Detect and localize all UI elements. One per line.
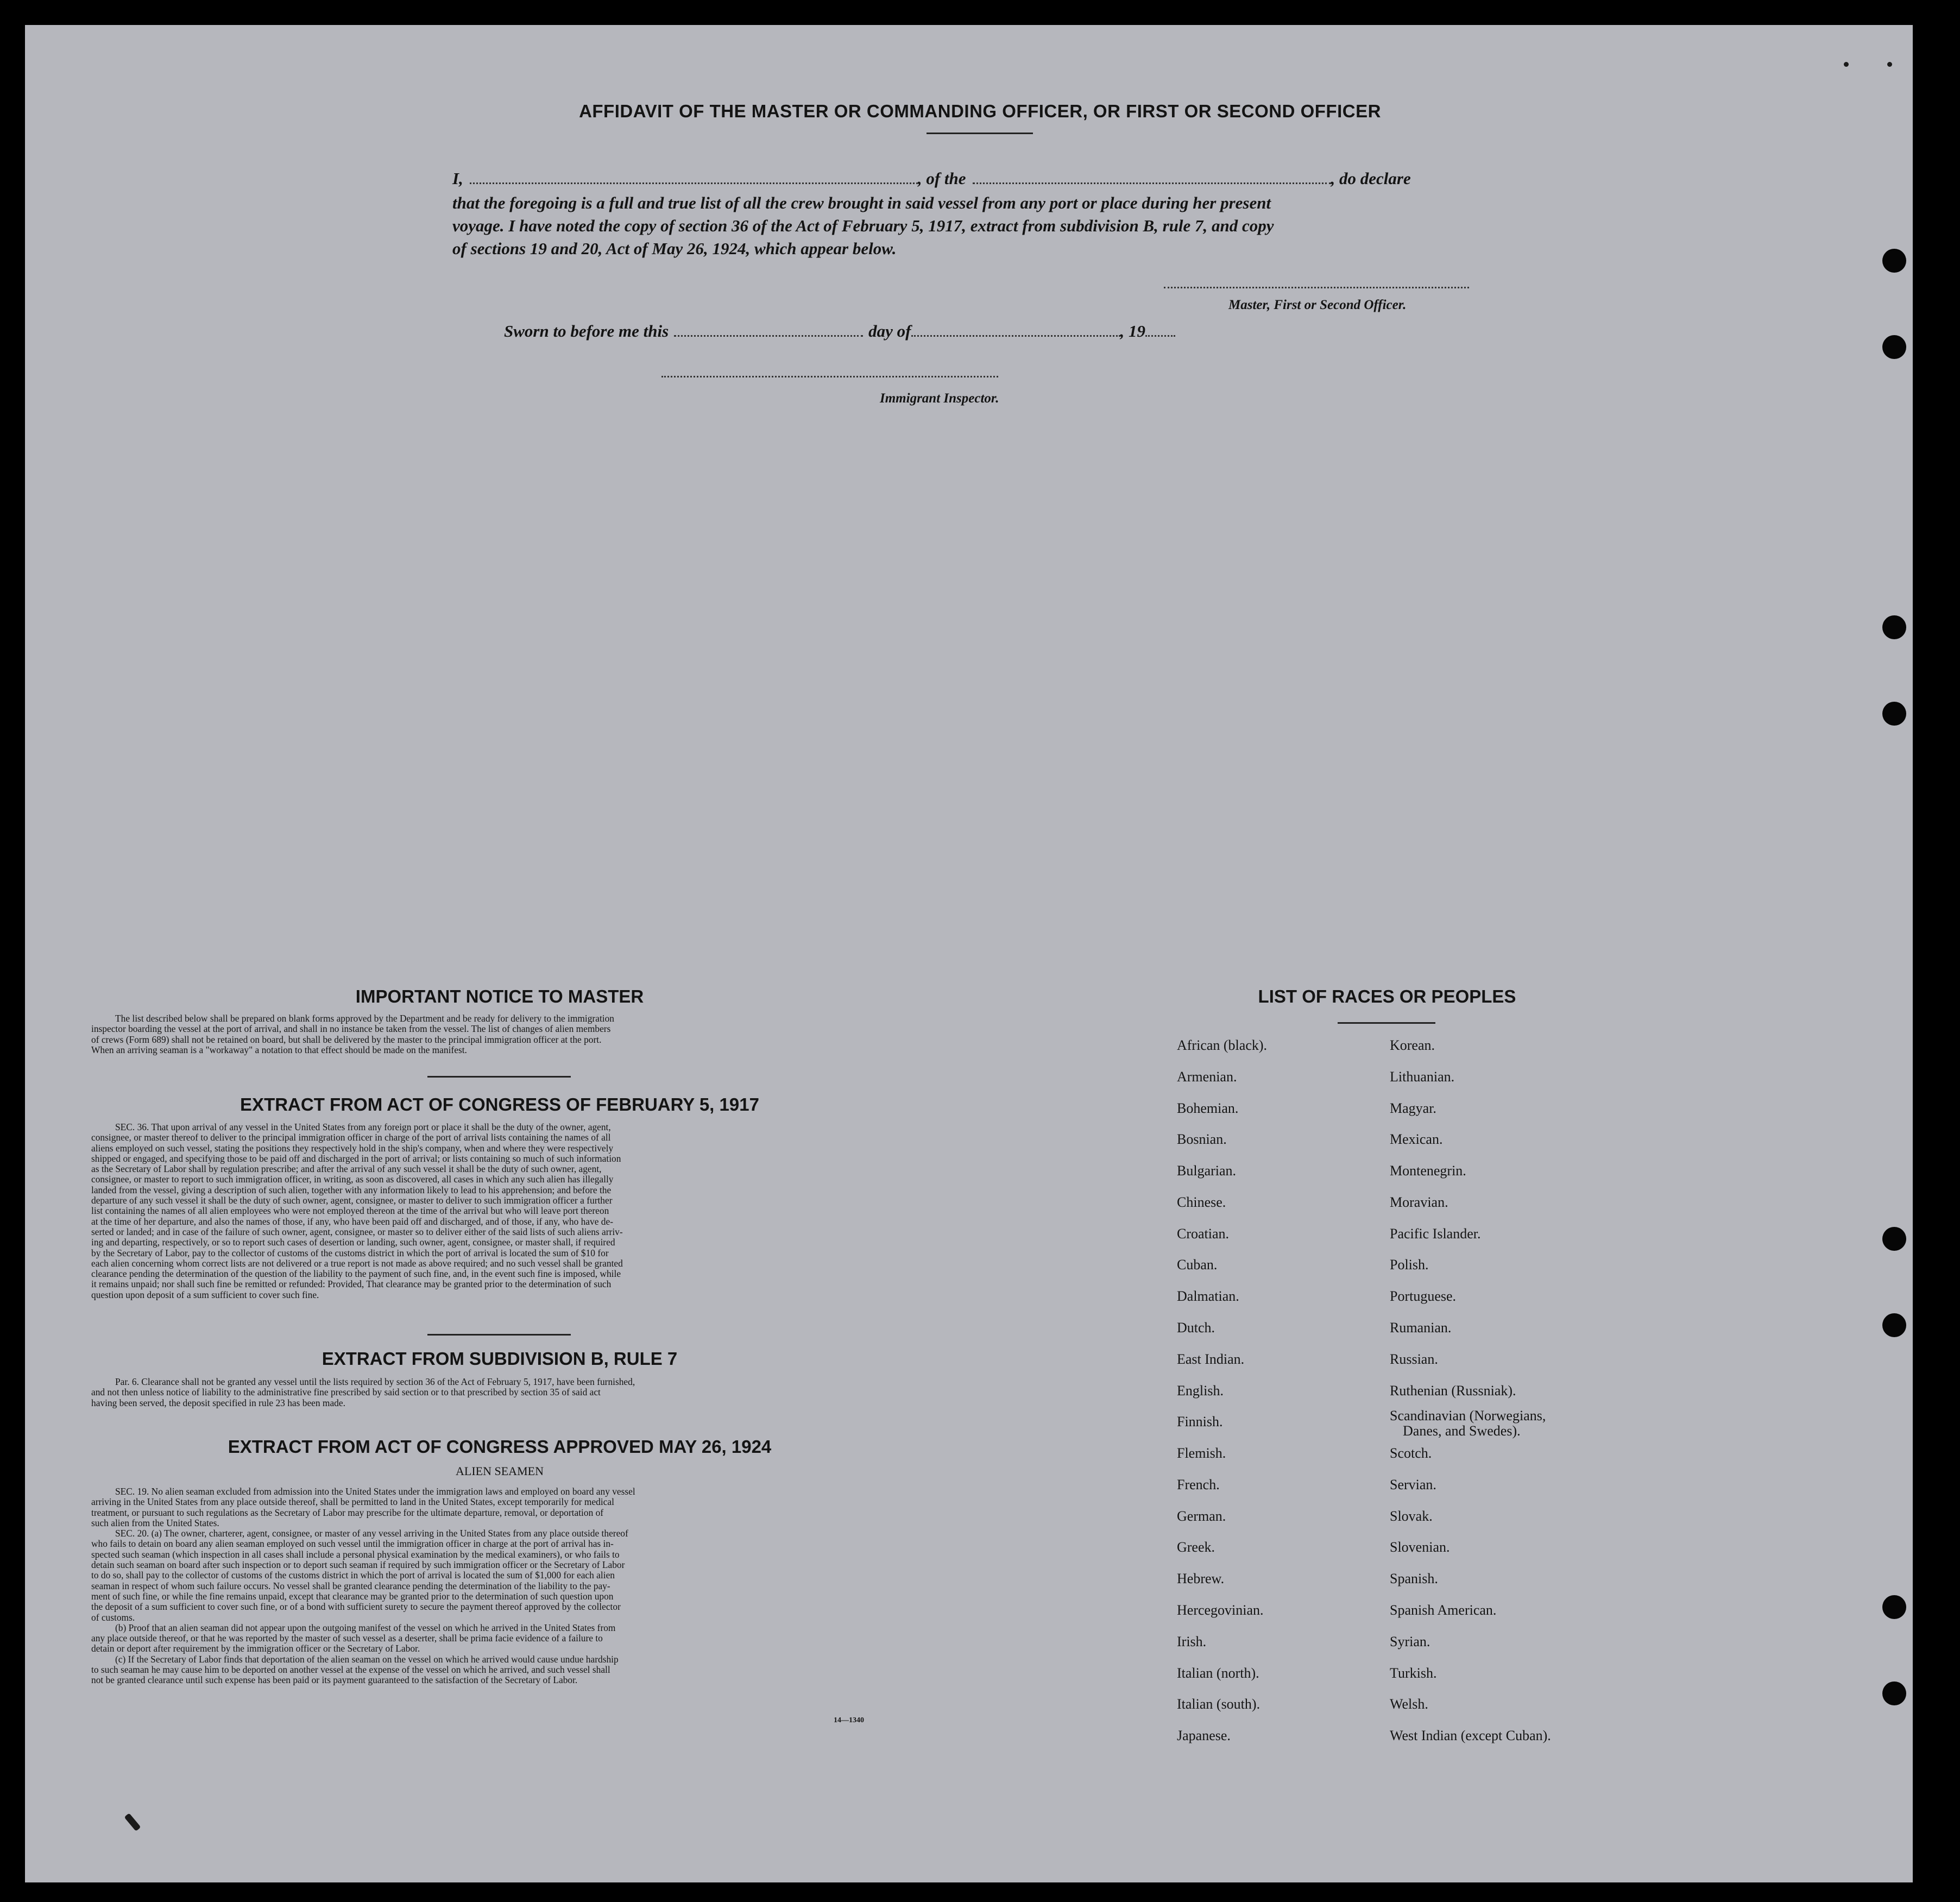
extract-line: landed from the vessel, giving a description of such alien, together with any information likely to lead to his apprehension; and before the: [91, 1184, 612, 1195]
race-item: Dutch.: [1177, 1320, 1215, 1336]
name-field[interactable]: [470, 182, 918, 184]
day-of-label: day of: [868, 322, 911, 341]
notice-line: When an arriving seaman is a "workaway" a notation to that effect should be made on the manifest.: [91, 1044, 467, 1055]
race-item: Mexican.: [1390, 1131, 1443, 1147]
race-item: English.: [1177, 1383, 1224, 1399]
extract-line: each alien concerning whom correct lists are not delivered or a true report is not made as above required; and no such vessel shall be granted: [91, 1257, 623, 1269]
race-item: Dalmatian.: [1177, 1288, 1239, 1304]
extract-line: SEC. 20. (a) The owner, charterer, agent, consignee, or master of any vessel arriving in the United States from any place outside thereof: [115, 1528, 628, 1539]
sworn-month-field[interactable]: [911, 335, 1120, 337]
race-item: Portuguese.: [1390, 1288, 1457, 1304]
inspector-caption: Immigrant Inspector.: [880, 391, 999, 406]
declaration-line-3: voyage. I have noted the copy of section 36 of the Act of February 5, 1917, extract from subdivision B, rule 7, and copy: [452, 216, 1274, 235]
extract-rule7-body: [91, 1377, 908, 1408]
race-item: French.: [1177, 1477, 1220, 1492]
extract-line: and not then unless notice of liability to the administrative fine prescribed by said section or to that prescribed by section 35 of said act: [91, 1387, 601, 1398]
punch-hole: [1882, 335, 1906, 359]
extract-line: by the Secretary of Labor, pay to the collector of customs of the customs district in which the port of arrival is located the sum of $10 for: [91, 1247, 609, 1258]
punch-hole: [1882, 1681, 1906, 1705]
sworn-line: [504, 320, 1175, 342]
race-item: Scandinavian (Norwegians,: [1390, 1408, 1546, 1424]
race-item: Magyar.: [1390, 1100, 1436, 1116]
race-item: Pacific Islander.: [1390, 1226, 1481, 1242]
notice-title: IMPORTANT NOTICE TO MASTER: [355, 986, 644, 1006]
extract-1917-title: EXTRACT FROM ACT OF CONGRESS OF FEBRUARY 5, 1917: [240, 1094, 759, 1114]
race-item: African (black).: [1177, 1037, 1268, 1053]
extract-line: SEC. 36. That upon arrival of any vessel in the United States from any foreign port or place it shall be the duty of the owner, agent,: [115, 1122, 611, 1132]
race-item: Slovenian.: [1390, 1539, 1450, 1555]
race-item: Cuban.: [1177, 1257, 1218, 1273]
extract-line: seaman in respect of whom such failure occurs. No vessel shall be granted clearance pending the determination of the liability to the pay-: [91, 1580, 610, 1591]
race-item: Spanish American.: [1390, 1602, 1497, 1618]
extract-line: it remains unpaid; nor shall such fine be remitted or refunded: Provided, That clearance may be granted prior to the determination of such: [91, 1279, 612, 1290]
extract-line: clearance pending the determination of the question of the liability to the payment of such fine, and, in the event such fine is imposed, while: [91, 1268, 621, 1280]
punch-hole: [1882, 1595, 1906, 1619]
extract-line: treatment, or pursuant to such regulations as the Secretary of Labor may prescribe for the ultimate departure, removal, or deportation of: [91, 1507, 604, 1518]
extract-line: arriving in the United States from any place outside thereof, shall be permitted to land in the United States, except temporarily for medical: [91, 1496, 614, 1508]
races-title: LIST OF RACES OR PEOPLES: [1258, 986, 1516, 1006]
section-divider: [427, 1076, 571, 1078]
section-divider: [427, 1334, 571, 1336]
extract-line: not be granted clearance until such expense has been paid or its payment guaranteed to the satisfaction of the Secretary of Labor.: [91, 1674, 578, 1686]
sworn-day-field[interactable]: [674, 335, 863, 337]
extract-line: list containing the names of all alien employees who were not employed thereon at the time of the arrival but who will leave port thereon: [91, 1205, 609, 1217]
extract-line: Par. 6. Clearance shall not be granted any vessel until the lists required by section 36 of the Act of February 5, 1917, have been furnished,: [115, 1376, 635, 1387]
extract-line: who fails to detain on board any alien seaman employed on such vessel until the immigration officer in charge at the port of arrival has in-: [91, 1538, 614, 1550]
extract-line: shipped or engaged, and specifying those to be paid off and discharged in the port of arrival; or lists containing so much of such information: [91, 1152, 621, 1164]
punch-hole: [1882, 249, 1906, 273]
race-item: Turkish.: [1390, 1665, 1437, 1681]
extract-line: to do so, shall pay to the collector of customs of the customs district in which the port of arrival is located the sum of $1,000 for each alien: [91, 1570, 615, 1581]
extract-line: SEC. 19. No alien seaman excluded from admission into the United States under the immigration laws and employed on board any vessel: [115, 1486, 635, 1497]
extract-line: ment of such fine, or while the fine remains unpaid, except that clearance may be granted prior to the determination of such question upon: [91, 1590, 614, 1602]
race-item: Welsh.: [1390, 1696, 1428, 1712]
punch-hole: [1882, 1227, 1906, 1251]
punch-hole: [1882, 615, 1906, 639]
notice-line: The list described below shall be prepared on blank forms approved by the Department and be ready for delivery to the immigration: [115, 1013, 614, 1024]
sworn-year-field[interactable]: [1145, 335, 1175, 337]
extract-1924-title: EXTRACT FROM ACT OF CONGRESS APPROVED MAY 26, 1924: [228, 1437, 772, 1457]
year-label: , 19: [1120, 322, 1145, 341]
race-item: Rumanian.: [1390, 1320, 1452, 1336]
notice-line: inspector boarding the vessel at the port of arrival, and shall in no instance be taken from the vessel. The list of changes of alien members: [91, 1023, 611, 1035]
punch-hole: [1882, 1313, 1906, 1337]
extract-line: aliens employed on such vessel, stating the positions they respectively hold in the ship's company, when and where they were respectively: [91, 1142, 614, 1154]
affidavit-title-rule: [927, 133, 1033, 134]
sworn-label: Sworn to before me this: [504, 322, 669, 341]
extract-line: question upon deposit of a sum sufficient to cover such fine.: [91, 1289, 319, 1300]
extract-line: serted or landed; and in case of the failure of such owner, agent, consignee, or master so to deliver either of the said lists of such aliens arriv-: [91, 1226, 623, 1237]
alien-seamen-subtitle: ALIEN SEAMEN: [456, 1464, 544, 1478]
notice-body: [91, 1013, 908, 1055]
race-item: Chinese.: [1177, 1194, 1226, 1210]
race-item: Korean.: [1390, 1037, 1435, 1053]
form-number: 14—1340: [834, 1716, 864, 1724]
extract-line: of customs.: [91, 1611, 135, 1623]
extract-line: (b) Proof that an alien seaman did not appear upon the outgoing manifest of the vessel on which he arrived in the United States from: [115, 1622, 616, 1633]
extract-line: such alien from the United States.: [91, 1517, 219, 1528]
race-item: Japanese.: [1177, 1728, 1231, 1743]
master-signature-caption: Master, First or Second Officer.: [1228, 298, 1407, 312]
inspector-signature-line[interactable]: [661, 376, 998, 377]
do-declare-label: , do declare: [1331, 169, 1411, 188]
race-item: Flemish.: [1177, 1445, 1226, 1461]
race-item: East Indian.: [1177, 1351, 1245, 1367]
extract-rule7-title: EXTRACT FROM SUBDIVISION B, RULE 7: [322, 1349, 678, 1369]
race-item: Polish.: [1390, 1257, 1429, 1273]
extract-line: consignee, or master to report to such immigration officer, in writing, as soon as discovered, all cases in which any such alien has illegally: [91, 1174, 614, 1185]
extract-line: as the Secretary of Labor shall by regulation prescribe; and after the arrival of any such vessel it shall be the duty of such owner, agent,: [91, 1163, 602, 1175]
race-item: Lithuanian.: [1390, 1069, 1455, 1085]
race-item: Italian (north).: [1177, 1665, 1259, 1681]
race-item: Croatian.: [1177, 1226, 1230, 1242]
race-item: Bohemian.: [1177, 1100, 1239, 1116]
extract-line: any place outside thereof, or that he was reported by the master of such vessel as a deserter, shall be prima facie evidence of a failure to: [91, 1633, 603, 1644]
extract-line: detain such seaman on board after such inspection or to deport such seaman if required by such immigration officer or the Secretary of Labor: [91, 1559, 625, 1571]
extract-line: ing and departing, respectively, or so to report such cases of desertion or landing, such owner, agent, consignee, or master shall, if required: [91, 1237, 615, 1248]
race-item: West Indian (except Cuban).: [1390, 1728, 1551, 1743]
race-item: Spanish.: [1390, 1571, 1438, 1586]
race-item: Finnish.: [1177, 1414, 1223, 1429]
extract-line: departure of any such vessel it shall be the duty of such owner, agent, consignee, or master to deliver to such immigration officer a further: [91, 1195, 613, 1206]
vessel-field[interactable]: [973, 182, 1331, 184]
declaration-first-line: [452, 168, 1506, 190]
extract-line: the deposit of a sum sufficient to cover such fine, or of a bond with sufficient surety to secure the payment thereof approved by the collector: [91, 1601, 621, 1613]
extract-line: (c) If the Secretary of Labor finds that deportation of the alien seaman on the vessel on which he arrived would cause undue hardship: [115, 1653, 619, 1665]
race-item: Irish.: [1177, 1634, 1207, 1649]
declaration-line-2: that the foregoing is a full and true list of all the crew brought in said vessel from any port or place during her present: [452, 193, 1271, 212]
extract-1924-body: [91, 1487, 908, 1686]
master-signature-line[interactable]: [1164, 287, 1469, 288]
ink-speck: [1844, 62, 1849, 67]
extract-line: consignee, or master thereof to deliver to the principal immigration officer in charge of the port of arrival lists containing the names of all: [91, 1132, 611, 1143]
extract-line: spected such seaman (which inspection in all cases shall include a personal physical examination by the medical examiners), or who fails to: [91, 1548, 620, 1560]
declaration-line-4: of sections 19 and 20, Act of May 26, 1924, which appear below.: [452, 239, 897, 258]
race-item: Moravian.: [1390, 1194, 1448, 1210]
i-label: I,: [452, 169, 463, 188]
race-item: German.: [1177, 1508, 1226, 1524]
race-item: Bosnian.: [1177, 1131, 1227, 1147]
extract-line: detain or deport after requirement by the immigration officer or the Secretary of Labor.: [91, 1643, 420, 1654]
race-item: Servian.: [1390, 1477, 1436, 1492]
extract-line: to such seaman he may cause him to be deported on another vessel at the expense of the vessel on which he arrived, and such vessel shall: [91, 1664, 610, 1676]
race-item: Bulgarian.: [1177, 1163, 1237, 1179]
extract-line: having been served, the deposit specified in rule 23 has been made.: [91, 1397, 345, 1408]
race-item: Russian.: [1390, 1351, 1438, 1367]
race-item-continuation: Danes, and Swedes).: [1403, 1423, 1521, 1439]
of-the-label: , of the: [917, 169, 966, 188]
notice-line: of crews (Form 689) shall not be retained on board, but shall be delivered by the master to the principal immigration officer at the port.: [91, 1034, 602, 1045]
extract-1917-body: [91, 1122, 908, 1300]
ink-speck: [1887, 62, 1892, 67]
race-item: Greek.: [1177, 1539, 1215, 1555]
race-item: Hercegovinian.: [1177, 1602, 1264, 1618]
race-item: Montenegrin.: [1390, 1163, 1466, 1179]
affidavit-title: AFFIDAVIT OF THE MASTER OR COMMANDING OFFICER, OR FIRST OR SECOND OFFICER: [579, 101, 1381, 121]
punch-hole: [1882, 702, 1906, 726]
race-item: Syrian.: [1390, 1634, 1430, 1649]
race-item: Ruthenian (Russniak).: [1390, 1383, 1516, 1399]
race-item: Scotch.: [1390, 1445, 1432, 1461]
race-item: Armenian.: [1177, 1069, 1237, 1085]
race-item: Slovak.: [1390, 1508, 1433, 1524]
extract-line: at the time of her departure, and also the names of those, if any, who have been paid off and discharged, and of those, if any, who have de-: [91, 1215, 613, 1227]
race-item: Hebrew.: [1177, 1571, 1225, 1586]
race-item: Italian (south).: [1177, 1696, 1261, 1712]
races-title-rule: [1338, 1022, 1435, 1024]
